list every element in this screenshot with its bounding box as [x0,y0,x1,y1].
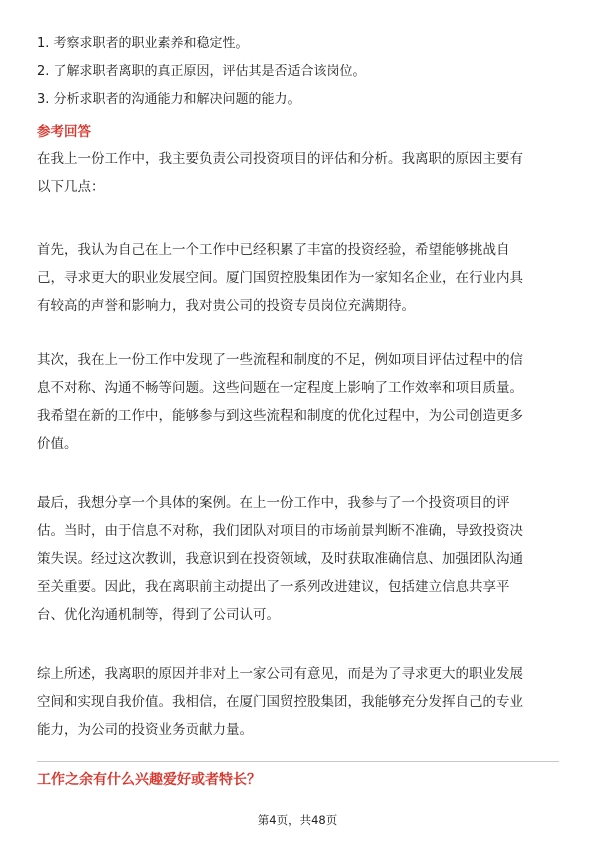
paragraph-line: 我希望在新的工作中，能够参与到这些流程和制度的优化过程中，为公司创造更多 [37,408,523,424]
list-item: 1. 考察求职者的职业素养和稳定性。 [37,36,249,51]
paragraph-line: 至关重要。因此，我在离职前主动提出了一系列改进建议，包括建立信息共享平 [37,579,510,595]
answer-paragraph-summary [37,660,559,744]
paragraph-line: 台、优化沟通机制等，得到了公司认可。 [37,607,280,623]
paragraph-line: 最后，我想分享一个具体的案例。在上一份工作中，我参与了一个投资项目的评 [37,495,510,511]
paragraph-line: 策失误。经过这次教训，我意识到在投资领域，及时获取准确信息、加强团队沟通 [37,551,523,567]
section-divider [37,761,559,762]
paragraph-line: 价值。 [37,436,78,452]
paragraph-line: 首先，我认为自己在上一个工作中已经积累了丰富的投资经验，希望能够挑战自 [37,242,510,258]
paragraph-line: 其次，我在上一份工作中发现了一些流程和制度的不足，例如项目评估过程中的信 [37,352,523,368]
list-item: 2. 了解求职者离职的真正原因，评估其是否适合该岗位。 [37,64,366,79]
list-item: 3. 分析求职者的沟通能力和解决问题的能力。 [37,92,301,107]
answer-paragraph-intro [37,145,559,201]
paragraph-line: 能力，为公司的投资业务贡献力量。 [37,722,253,738]
answer-paragraph-first [37,236,559,320]
paragraph-line: 以下几点： [37,179,105,195]
page-footer: 第4页，共48页 [257,813,338,827]
answer-paragraph-third [37,489,559,629]
next-question-heading: 工作之余有什么兴趣爱好或者特长？ [37,772,261,788]
paragraph-line: 空间和实现自我价值。我相信，在厦门国贸控股集团，我能够充分发挥自己的专业 [37,694,523,710]
paragraph-line: 综上所述，我离职的原因并非对上一家公司有意见，而是为了寻求更大的职业发展 [37,666,523,682]
answer-heading: 参考回答 [37,124,91,140]
answer-paragraph-second [37,346,559,458]
paragraph-line: 息不对称、沟通不畅等问题。这些问题在一定程度上影响了工作效率和项目质量。 [37,380,523,396]
paragraph-line: 有较高的声誉和影响力，我对贵公司的投资专员岗位充满期待。 [37,298,415,314]
paragraph-line: 估。当时，由于信息不对称，我们团队对项目的市场前景判断不准确，导致投资决 [37,523,523,539]
evaluation-points-list [37,30,557,114]
paragraph-line: 在我上一份工作中，我主要负责公司投资项目的评估和分析。我离职的原因主要有 [37,151,523,167]
paragraph-line: 己，寻求更大的职业发展空间。厦门国贸控股集团作为一家知名企业，在行业内具 [37,270,523,286]
